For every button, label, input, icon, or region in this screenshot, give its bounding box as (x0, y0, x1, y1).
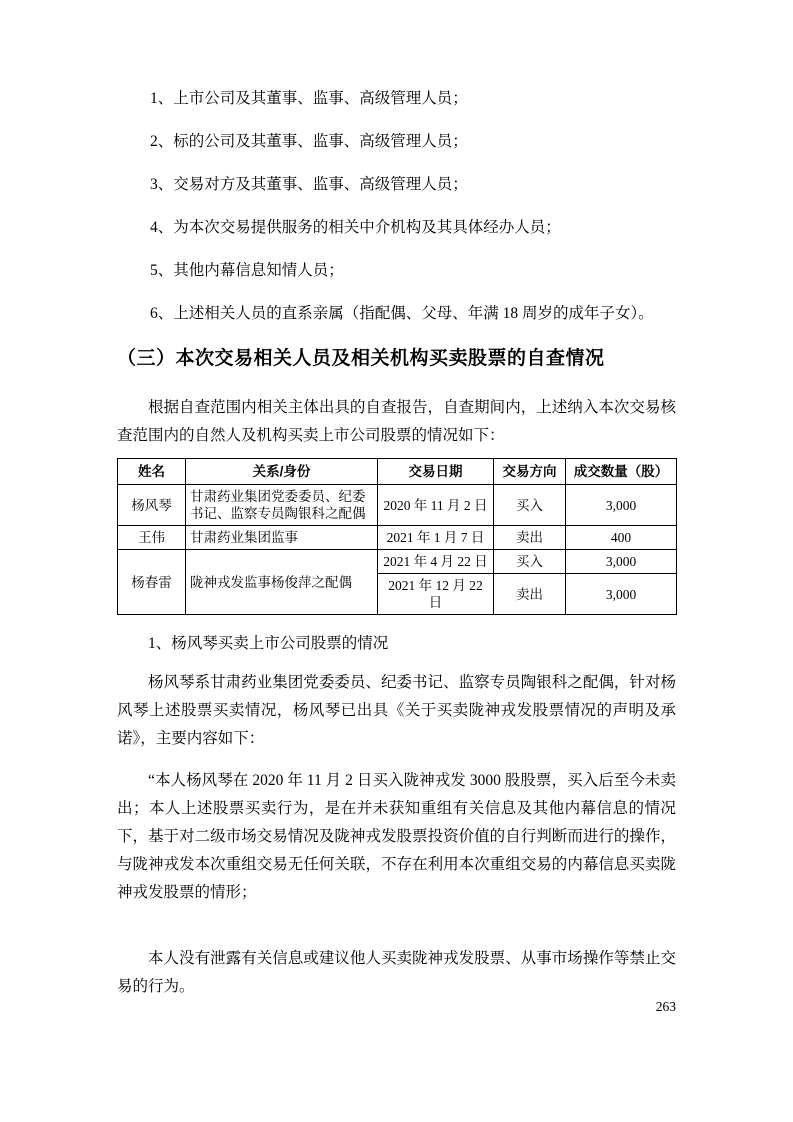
cell-name: 王伟 (118, 526, 186, 550)
cell-relation: 甘肃药业集团党委委员、纪委书记、监察专员陶银科之配偶 (186, 485, 378, 526)
list-item-2: 2、标的公司及其董事、监事、高级管理人员； (150, 133, 468, 150)
cell-quantity: 3,000 (566, 485, 677, 526)
cell-date: 2021 年 12 月 22 日 (378, 574, 494, 615)
cell-name: 杨风琴 (118, 485, 186, 526)
table-row (118, 485, 677, 526)
cell-direction: 卖出 (494, 526, 566, 550)
paragraph-no-leak-statement: 本人没有泄露有关信息或建议他人买卖陇神戎发股票、从事市场操作等禁止交易的行为。 (117, 950, 676, 995)
paragraph-declaration-quote: “本人杨风琴在 2020 年 11 月 2 日买入陇神戎发 3000 股股票，买入后至今未卖出；本人上述股票买卖行为，是在并未获知重组有关信息及其他内幕信息的情况下，基于对二级市场交易情况及陇神戎发股票投资价值的自行判断而进行的操作，与陇神戎发本次重组交易无任何关联，不存在利用本次重组交易的内幕信息买卖陇神戎发股票的情形； (117, 772, 676, 901)
list-item-1: 1、上市公司及其董事、监事、高级管理人员； (150, 90, 468, 107)
table-row (118, 526, 677, 550)
cell-direction: 买入 (494, 485, 566, 526)
column-header-relation: 关系/身份 (186, 459, 378, 485)
list-item-6: 6、上述相关人员的直系亲属（指配偶、父母、年满 18 周岁的成年子女）。 (150, 305, 654, 322)
list-item-4: 4、为本次交易提供服务的相关中介机构及其具体经办人员； (150, 219, 561, 236)
column-header-date: 交易日期 (378, 459, 494, 485)
self-inspection-trading-table (117, 458, 677, 615)
table-row (118, 550, 677, 574)
list-item-5: 5、其他内幕信息知情人员； (150, 262, 344, 279)
section-heading: （三）本次交易相关人员及相关机构买卖股票的自查情况 (117, 348, 605, 369)
column-header-quantity: 成交数量（股） (566, 459, 677, 485)
cell-quantity: 3,000 (566, 550, 677, 574)
cell-quantity: 3,000 (566, 574, 677, 615)
column-header-direction: 交易方向 (494, 459, 566, 485)
column-header-name: 姓名 (118, 459, 186, 485)
cell-date: 2021 年 1 月 7 日 (378, 526, 494, 550)
page-number: 263 (655, 999, 676, 1014)
paragraph-yangfengqin-intro: 杨风琴系甘肃药业集团党委委员、纪委书记、监察专员陶银科之配偶，针对杨风琴上述股票买卖情况，杨风琴已出具《关于买卖陇神戎发股票情况的声明及承诺》，主要内容如下： (117, 674, 676, 747)
subsection-title: 1、杨风琴买卖上市公司股票的情况 (148, 635, 389, 652)
list-item-3: 3、交易对方及其董事、监事、高级管理人员； (150, 176, 468, 193)
cell-date: 2021 年 4 月 22 日 (378, 550, 494, 574)
cell-direction: 卖出 (494, 574, 566, 615)
cell-relation: 陇神戎发监事杨俊萍之配偶 (186, 550, 378, 615)
cell-quantity: 400 (566, 526, 677, 550)
cell-direction: 买入 (494, 550, 566, 574)
intro-paragraph: 根据自查范围内相关主体出具的自查报告，自查期间内，上述纳入本次交易核查范围内的自然人及机构买卖上市公司股票的情况如下： (117, 399, 676, 444)
cell-relation: 甘肃药业集团监事 (186, 526, 378, 550)
cell-name: 杨春雷 (118, 550, 186, 615)
table-header-row (118, 459, 677, 485)
cell-date: 2020 年 11 月 2 日 (378, 485, 494, 526)
